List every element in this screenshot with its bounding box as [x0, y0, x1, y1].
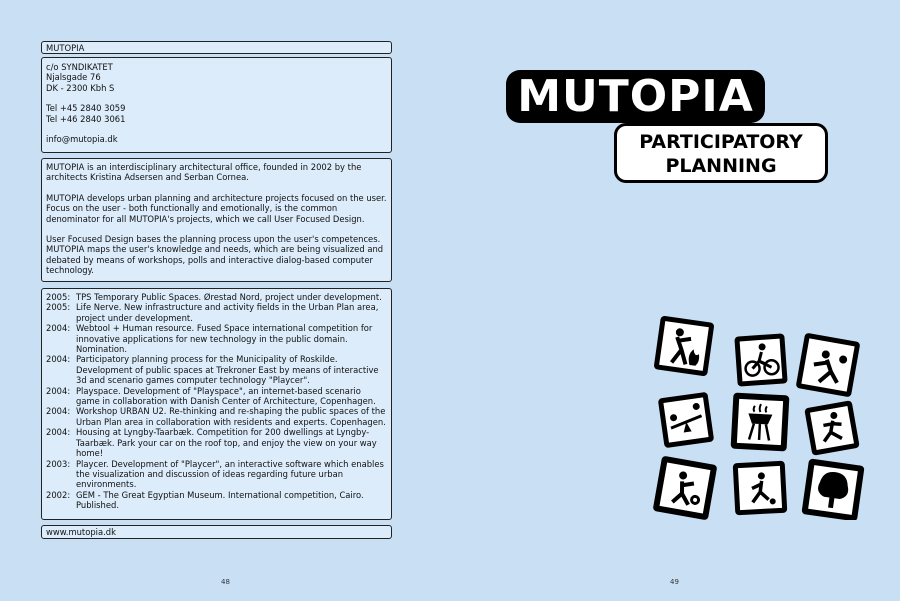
project-item	[46, 323, 387, 354]
project-year: 2004:	[46, 323, 71, 334]
participatory-planning-label	[614, 123, 828, 183]
about-paragraph: MUTOPIA is an interdisciplinary architectural office, founded in 2002 by the architects Kristina Adsersen and Serban Cornea.	[46, 162, 362, 183]
project-year: 2004:	[46, 354, 71, 365]
project-year: 2003:	[46, 458, 71, 469]
project-text: Playcer. Development of "Playcer", an interactive software which enables the visualization and discussion of ideas regarding future urban environments.	[76, 458, 384, 490]
address-line-3: DK - 2300 Kbh S	[46, 82, 115, 93]
project-text: Workshop URBAN U2. Re-thinking and re-shaping the public spaces of the Urban Plan area in collaboration with residents and experts. Copenhagen.	[76, 406, 386, 427]
tree-icon	[801, 458, 864, 520]
project-text: Playspace. Development of "Playspace", an internet-based scenario game in collaboration with Danish Center of Architecture, Copenhagen.	[76, 385, 376, 407]
seesaw-icon	[658, 392, 714, 448]
project-item	[46, 490, 387, 511]
projects-box	[41, 288, 392, 520]
telephone-1: Tel +45 2840 3059	[46, 103, 126, 114]
project-item	[46, 354, 387, 385]
gardener-icon	[653, 456, 718, 520]
subtitle-line-1: PARTICIPATORY	[639, 131, 803, 153]
page-number-right: 49	[670, 578, 679, 586]
pictogram-collage	[650, 310, 870, 520]
football-player-icon	[733, 461, 788, 516]
project-year: 2004:	[46, 406, 71, 417]
about-paragraph: User Focused Design bases the planning process upon the user's competences. MUTOPIA maps the user's knowledge and needs, which are being visualized and debated by means of workshops, polls and interactive dialog-based computer technology.	[46, 234, 384, 276]
email-address[interactable]: info@mutopia.dk	[46, 134, 118, 145]
telephone-2: Tel +46 2840 3061	[46, 113, 126, 124]
project-text: Webtool + Human resource. Fused Space international competition for innovative applications for new technology in the public domain. Nomination.	[76, 323, 373, 355]
website-box	[41, 525, 392, 539]
project-item	[46, 292, 387, 302]
subtitle-line-2: PLANNING	[665, 155, 777, 177]
project-year: 2004:	[46, 427, 71, 438]
website-link[interactable]: www.mutopia.dk	[46, 527, 116, 537]
runner-icon	[804, 400, 860, 456]
fire-person-icon	[654, 316, 715, 377]
about-paragraph: MUTOPIA develops urban planning and architecture projects focused on the user. Focus on the user - both functionally and emotionally, is the common denominator for all MUTOPIA's projects, which we call User Focused Design.	[46, 192, 387, 224]
project-list	[46, 292, 387, 511]
cyclist-icon	[734, 333, 787, 386]
project-text: GEM - The Great Egyptian Museum. International competition, Cairo. Published.	[76, 489, 364, 511]
mutopia-logo: MUTOPIA	[506, 70, 765, 123]
project-item	[46, 459, 387, 490]
project-year: 2005:	[46, 302, 71, 313]
project-text: TPS Temporary Public Spaces. Ørestad Nord, project under development.	[76, 292, 382, 302]
ball-player-icon	[796, 333, 861, 398]
address-box	[41, 57, 392, 153]
barbecue-icon	[731, 393, 790, 452]
project-text: Housing at Lyngby-Taarbæk. Competition for 200 dwellings at Lyngby-Taarbæk. Park your car on the roof top, and enjoy the view on your way home!	[76, 427, 377, 459]
project-year: 2004:	[46, 385, 71, 396]
project-year: 2005:	[46, 292, 71, 302]
project-item	[46, 302, 387, 323]
project-text: Life Nerve. New infrastructure and activity fields in the Urban Plan area, project under development.	[76, 302, 379, 323]
project-item	[46, 406, 387, 427]
address-line-2: Njalsgade 76	[46, 72, 101, 83]
project-text: Participatory planning process for the Municipality of Roskilde. Development of public spaces at Trekroner East by means of interactive 3d and scenario games computer technology "Playcer".	[76, 354, 379, 386]
page-number-left: 48	[221, 578, 230, 586]
about-box	[41, 158, 392, 282]
office-name: MUTOPIA	[46, 43, 85, 53]
title-box	[41, 41, 392, 54]
project-year: 2002:	[46, 489, 71, 500]
project-item	[46, 427, 387, 458]
address-line-1: c/o SYNDIKATET	[46, 62, 113, 72]
project-item	[46, 386, 387, 407]
